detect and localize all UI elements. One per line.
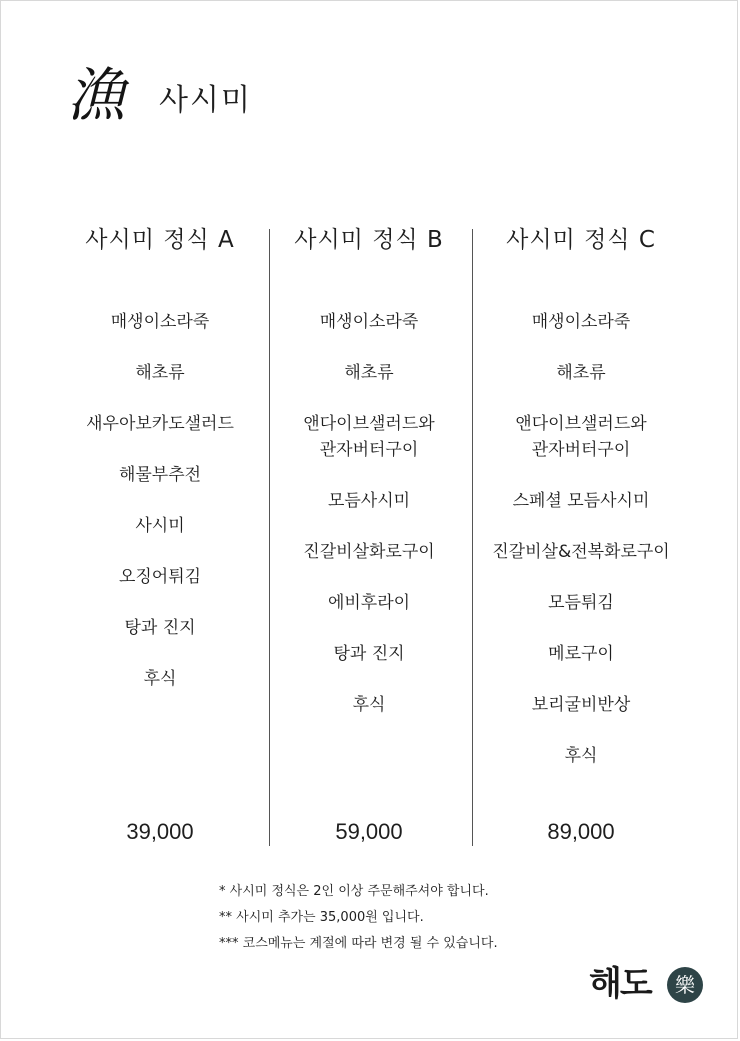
note-line: *** 코스메뉴는 계절에 따라 변경 될 수 있습니다. bbox=[219, 936, 498, 951]
menu-item: 해초류 bbox=[135, 363, 185, 383]
course-b-price: 59,000 bbox=[335, 819, 403, 844]
menu-item: 모듬사시미 bbox=[327, 491, 411, 511]
menu-item: 매생이소라죽 bbox=[319, 312, 419, 332]
course-c bbox=[481, 223, 681, 794]
menu-item: 진갈비살&전복화로구이 bbox=[492, 542, 670, 562]
course-a-price: 39,000 bbox=[126, 819, 194, 844]
course-c-items bbox=[481, 309, 681, 769]
menu-item: 메로구이 bbox=[548, 644, 614, 664]
menu-item: 해초류 bbox=[556, 363, 606, 383]
course-c-title: 사시미 정식 C bbox=[506, 227, 656, 253]
column-divider bbox=[472, 229, 473, 846]
menu-item: 매생이소라죽 bbox=[531, 312, 631, 332]
menu-item: 에비후라이 bbox=[327, 593, 411, 613]
menu-item: 해초류 bbox=[344, 363, 394, 383]
kanji-logo: 漁 bbox=[67, 61, 126, 129]
page-title: 사시미 bbox=[159, 83, 252, 118]
course-a bbox=[60, 223, 260, 717]
menu-item: 앤다이브샐러드와 관자버터구이 bbox=[303, 414, 435, 460]
menu-item: 매생이소라죽 bbox=[110, 312, 210, 332]
course-b-items bbox=[269, 309, 469, 718]
menu-item: 오징어튀김 bbox=[118, 567, 202, 587]
course-a-title: 사시미 정식 A bbox=[85, 227, 235, 253]
menu-item: 사시미 bbox=[135, 516, 185, 536]
note-line: ** 사시미 추가는 35,000원 입니다. bbox=[219, 910, 424, 925]
menu-item: 보리굴비반상 bbox=[531, 695, 631, 715]
menu-item: 후식 bbox=[352, 695, 386, 715]
menu-item: 탕과 진지 bbox=[333, 644, 405, 664]
menu-item: 앤다이브샐러드와 관자버터구이 bbox=[515, 414, 647, 460]
menu-item: 모듬튀김 bbox=[548, 593, 614, 613]
menu-item: 새우아보카도샐러드 bbox=[86, 414, 234, 434]
menu-item: 해물부추전 bbox=[118, 465, 202, 485]
course-a-items bbox=[60, 309, 260, 692]
menu-item: 진갈비살화로구이 bbox=[303, 542, 435, 562]
menu-item: 탕과 진지 bbox=[124, 618, 196, 638]
menu-item: 후식 bbox=[564, 746, 598, 766]
brand-logo-text: 해도 bbox=[589, 964, 651, 1004]
course-b-title: 사시미 정식 B bbox=[294, 227, 444, 253]
menu-notes bbox=[219, 879, 498, 957]
course-c-price: 89,000 bbox=[547, 819, 615, 844]
note-line: * 사시미 정식은 2인 이상 주문해주셔야 합니다. bbox=[219, 884, 489, 899]
brand-seal-icon: 樂 bbox=[667, 967, 703, 1003]
menu-item: 스페셜 모듬사시미 bbox=[512, 491, 650, 511]
course-b bbox=[269, 223, 469, 743]
menu-item: 후식 bbox=[143, 669, 177, 689]
